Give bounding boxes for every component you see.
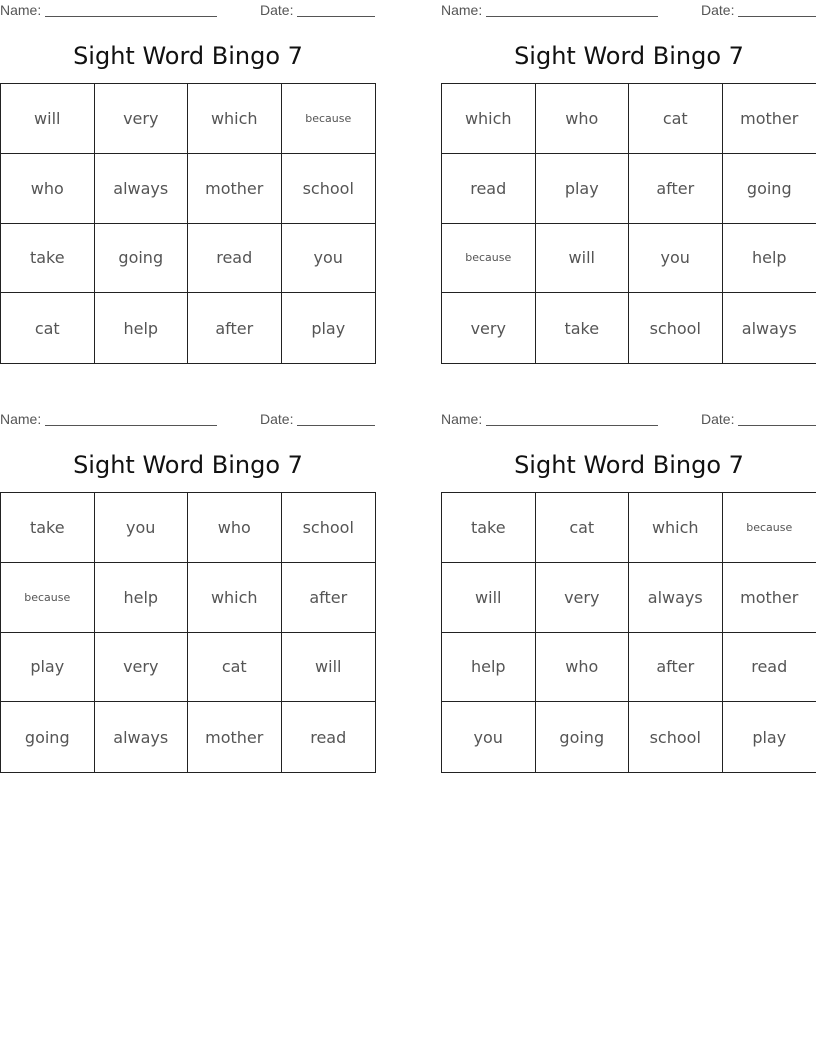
- bingo-cell[interactable]: play: [311, 318, 346, 338]
- bingo-card: [441, 0, 816, 338]
- bingo-cell[interactable]: who: [1, 154, 95, 224]
- bingo-cell[interactable]: help: [723, 224, 816, 294]
- bingo-cell[interactable]: take: [536, 293, 630, 363]
- bingo-cell[interactable]: school: [282, 154, 376, 224]
- bingo-cell[interactable]: which: [188, 563, 282, 633]
- bingo-card: [0, 0, 376, 338]
- bingo-cell[interactable]: after: [188, 293, 282, 363]
- name-blank[interactable]: [45, 425, 217, 426]
- bingo-cell[interactable]: very: [536, 563, 630, 633]
- bingo-cell[interactable]: will: [442, 563, 536, 633]
- bingo-cell[interactable]: play: [536, 154, 630, 224]
- bingo-cell[interactable]: because: [282, 84, 376, 154]
- bingo-cell[interactable]: cat: [536, 493, 630, 563]
- bingo-cell[interactable]: will: [282, 633, 376, 703]
- bingo-cell[interactable]: cat: [188, 633, 282, 703]
- bingo-cell[interactable]: very: [95, 633, 189, 703]
- name-label: Name:: [441, 411, 483, 427]
- bingo-cell[interactable]: help: [95, 563, 189, 633]
- bingo-grid: [0, 492, 376, 773]
- name-date-header: [441, 0, 816, 20]
- name-blank[interactable]: [45, 16, 217, 17]
- bingo-cell[interactable]: take: [442, 493, 536, 563]
- bingo-cell[interactable]: who: [536, 84, 630, 154]
- bingo-cell[interactable]: who: [188, 493, 282, 563]
- bingo-cell[interactable]: going: [723, 154, 816, 224]
- bingo-cell[interactable]: cat: [629, 84, 723, 154]
- bingo-cell[interactable]: very: [442, 293, 536, 363]
- bingo-cell[interactable]: read: [442, 154, 536, 224]
- bingo-cell[interactable]: school: [282, 493, 376, 563]
- name-label: Name:: [0, 411, 42, 427]
- name-date-header: [441, 409, 816, 429]
- bingo-cell[interactable]: will: [536, 224, 630, 294]
- bingo-cell[interactable]: after: [629, 154, 723, 224]
- date-blank[interactable]: [738, 425, 816, 426]
- name-date-header: [0, 0, 376, 20]
- date-blank[interactable]: [738, 16, 816, 17]
- bingo-cell[interactable]: always: [95, 154, 189, 224]
- date-label: Date:: [260, 2, 294, 18]
- bingo-cell[interactable]: which: [188, 84, 282, 154]
- bingo-cell[interactable]: mother: [188, 154, 282, 224]
- bingo-cell[interactable]: you: [629, 224, 723, 294]
- bingo-cell[interactable]: take: [1, 224, 95, 294]
- bingo-cell[interactable]: help: [95, 293, 189, 363]
- date-label: Date:: [260, 411, 294, 427]
- bingo-cell[interactable]: always: [741, 318, 797, 338]
- bingo-card: [441, 409, 816, 747]
- bingo-cell[interactable]: play: [1, 633, 95, 703]
- bingo-cell[interactable]: mother: [188, 702, 282, 772]
- bingo-cell[interactable]: who: [536, 633, 630, 703]
- bingo-cell[interactable]: school: [629, 702, 723, 772]
- bingo-cell[interactable]: going: [536, 702, 630, 772]
- date-label: Date:: [701, 2, 735, 18]
- bingo-cell[interactable]: read: [310, 727, 347, 747]
- bingo-cell[interactable]: after: [282, 563, 376, 633]
- bingo-cell[interactable]: after: [629, 633, 723, 703]
- date-blank[interactable]: [297, 16, 375, 17]
- date-blank[interactable]: [297, 425, 375, 426]
- bingo-grid: [0, 83, 376, 364]
- card-title: Sight Word Bingo 7: [73, 42, 303, 70]
- bingo-cell[interactable]: mother: [723, 563, 816, 633]
- name-label: Name:: [441, 2, 483, 18]
- bingo-cell[interactable]: because: [723, 493, 816, 563]
- date-label: Date:: [701, 411, 735, 427]
- bingo-cell[interactable]: you: [442, 702, 536, 772]
- bingo-cell[interactable]: going: [1, 702, 95, 772]
- bingo-cell[interactable]: help: [442, 633, 536, 703]
- bingo-cell[interactable]: read: [723, 633, 816, 703]
- card-title: Sight Word Bingo 7: [514, 42, 744, 70]
- bingo-cell[interactable]: because: [1, 563, 95, 633]
- name-date-header: [0, 409, 376, 429]
- bingo-cell[interactable]: you: [282, 224, 376, 294]
- bingo-cell[interactable]: school: [629, 293, 723, 363]
- bingo-cell[interactable]: play: [752, 727, 787, 747]
- bingo-cell[interactable]: very: [95, 84, 189, 154]
- card-title: Sight Word Bingo 7: [73, 451, 303, 479]
- bingo-cell[interactable]: read: [188, 224, 282, 294]
- bingo-cell[interactable]: which: [629, 493, 723, 563]
- bingo-grid: [441, 492, 816, 773]
- name-blank[interactable]: [486, 16, 658, 17]
- bingo-card: [0, 409, 376, 747]
- bingo-cell[interactable]: you: [95, 493, 189, 563]
- bingo-cell[interactable]: always: [629, 563, 723, 633]
- bingo-cell[interactable]: because: [442, 224, 536, 294]
- bingo-cell[interactable]: which: [442, 84, 536, 154]
- bingo-cell[interactable]: cat: [1, 293, 95, 363]
- bingo-cell[interactable]: mother: [723, 84, 816, 154]
- card-title: Sight Word Bingo 7: [514, 451, 744, 479]
- bingo-cell[interactable]: always: [95, 702, 189, 772]
- bingo-cell[interactable]: going: [95, 224, 189, 294]
- bingo-cell[interactable]: will: [1, 84, 95, 154]
- name-label: Name:: [0, 2, 42, 18]
- name-blank[interactable]: [486, 425, 658, 426]
- bingo-grid: [441, 83, 816, 364]
- bingo-cell[interactable]: take: [1, 493, 95, 563]
